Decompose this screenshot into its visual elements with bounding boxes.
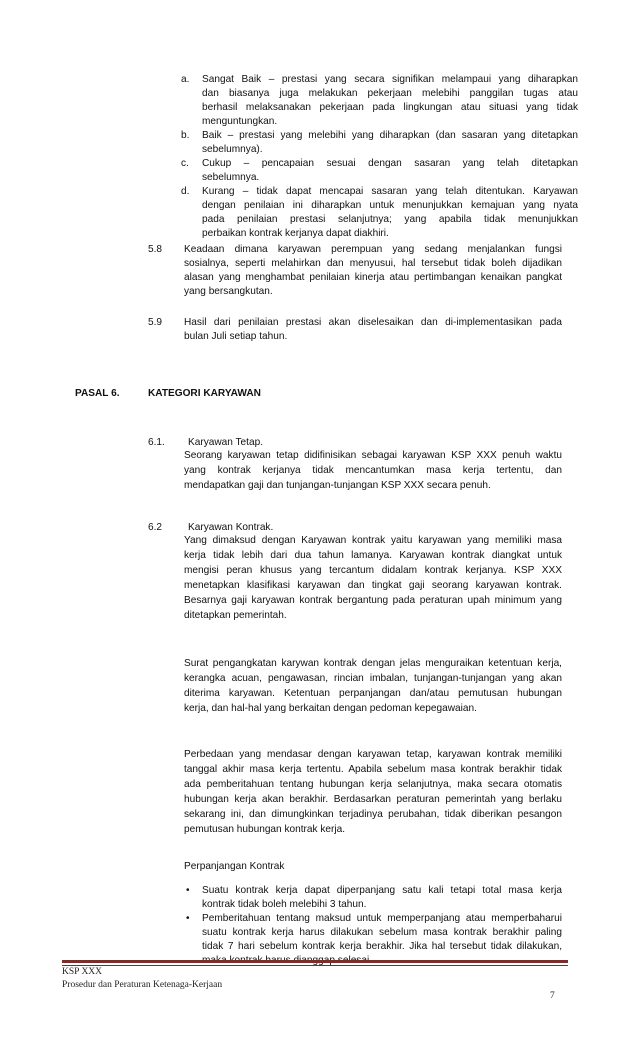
bullet-icon: •	[186, 885, 190, 896]
bullet-item-line: Pemberitahuan tentang maksud untuk memperpanjang atau memperbaharui	[202, 913, 562, 924]
list-item-b-line: Baik – prestasi yang melebihi yang diharapkan (dan sasaran yang ditetapkan	[202, 130, 578, 141]
bullet-icon: •	[186, 913, 190, 924]
list-item-c-line: Cukup – pencapaian sesuai dengan sasaran yang telah ditetapkan	[202, 158, 578, 169]
list-item-a-line: menguntungkan.	[202, 116, 278, 127]
perbedaan-paragraph-line: pemutusan hubungan kontrak kerja.	[184, 824, 346, 835]
bullet-item-line: kontrak tidak boleh melebihi 3 tahun.	[202, 899, 367, 910]
page-number: 7	[550, 991, 555, 1001]
section-5-8-line: Keadaan dimana karyawan perempuan yang sedang menjalankan fungsi	[184, 244, 562, 255]
surat-paragraph-line: kerja, dan hal-hal yang berkaitan dengan pedoman kepegawaian.	[184, 703, 477, 714]
pasal-title: KATEGORI KARYAWAN	[148, 388, 261, 399]
surat-paragraph-line: Surat pengangkatan karywan kontrak dengan jelas menguraikan ketentuan kerja,	[184, 658, 562, 669]
section-6-2-line: Besarnya gaji karyawan kontrak bergantung pada peraturan upah minimum yang	[184, 595, 562, 606]
list-item-a-line: Sangat Baik – prestasi yang secara signifikan melampaui yang diharapkan	[202, 74, 578, 85]
list-item-a-line: berhasil melaksanakan pekerjaan pada lingkungan atau situasi yang tidak	[202, 102, 578, 113]
list-item-d-line: dengan penilaian ini diharapkan untuk menunjukkan kemajuan yang nyata	[202, 200, 578, 211]
section-5-8-line: sosialnya, seperti melahirkan dan menyusui, hal tersebut tidak boleh dijadikan	[184, 258, 562, 269]
section-5-8-line: alasan yang menghambat penilaian kinerja atau pertimbangan kenaikan pangkat	[184, 272, 562, 283]
section-number-5-8: 5.8	[148, 244, 163, 255]
footer-rule-thick	[62, 960, 568, 963]
surat-paragraph-line: kerangka acuan, pengawasan, rincian imbalan, tunjangan-tunjangan yang akan	[184, 673, 562, 684]
section-6-1-line: yang kontrak kerjanya tidak mencantumkan masa kerja tertentu, dan	[184, 465, 562, 476]
list-item-d-line: perbaikan kontrak kerjanya dapat diakhiri.	[202, 228, 389, 239]
section-6-2-line: mengisi peran khusus yang tercantum didalam kontrak kerjanya. KSP XXX	[184, 565, 562, 576]
bullet-item-line: Suatu kontrak kerja dapat diperpanjang satu kali tetapi total masa kerja	[202, 885, 562, 896]
section-number-6-1: 6.1.	[148, 437, 165, 448]
perbedaan-paragraph-line: tanggal akhir masa kerja tertentu. Apabila sebelum masa kontrak berakhir tidak	[184, 764, 562, 775]
list-item-d-line: pada penilaian prestasi selanjutnya; yang apabila tidak menunjukkan	[202, 214, 578, 225]
section-6-1-heading: Karyawan Tetap.	[188, 437, 264, 448]
section-5-9-line: Hasil dari penilaian prestasi akan diselesaikan dan di-implementasikan pada	[184, 317, 562, 328]
section-6-2-line: menetapkan klasifikasi karyawan dan tingkat gaji seorang karyawan kontrak.	[184, 580, 562, 591]
list-item-a-line: dan biasanya juga melakukan pekerjaan melebihi panggilan tugas atau	[202, 88, 578, 99]
section-6-2-heading: Karyawan Kontrak.	[188, 522, 274, 533]
bullet-item-line: tidak 7 hari sebelum kontrak kerja berakhir. Jika hal tersebut tidak dilakukan,	[202, 941, 562, 952]
section-5-8-line: yang bersangkutan.	[184, 286, 273, 297]
section-number-6-2: 6.2	[148, 522, 163, 533]
surat-paragraph-line: diterima karyawan. Ketentuan perpanjangan dan/atau pemutusan hubungan	[184, 688, 562, 699]
section-6-1-line: mendapatkan gaji dan tunjangan-tunjangan KSP XXX secara penuh.	[184, 480, 491, 491]
footer-org: KSP XXX	[62, 967, 103, 977]
section-6-2-line: Yang dimaksud dengan Karyawan kontrak yaitu karyawan yang memiliki masa	[184, 535, 562, 546]
list-marker-a: a.	[181, 74, 190, 85]
perpanjangan-heading: Perpanjangan Kontrak	[184, 861, 285, 872]
section-5-9-line: bulan Juli setiap tahun.	[184, 331, 288, 342]
list-item-b-line: sebelumnya).	[202, 144, 263, 155]
perbedaan-paragraph-line: sekarang ini, dan dimungkinkan terjadinya perubahan, tidak diberikan pesangon	[184, 809, 562, 820]
section-6-1-line: Seorang karyawan tetap didifinisikan sebagai karyawan KSP XXX penuh waktu	[184, 450, 562, 461]
footer-doc-title: Prosedur dan Peraturan Ketenaga-Kerjaan	[62, 980, 223, 990]
section-6-2-line: kerja tidak lebih dari dua tahun lamanya. Karyawan kontrak diangkat untuk	[184, 550, 562, 561]
section-number-5-9: 5.9	[148, 317, 163, 328]
bullet-item-line: suatu kontrak kerja harus dilakukan sebelum masa kontrak berakhir paling	[202, 927, 562, 938]
footer-rule-thin	[62, 965, 568, 966]
list-item-c-line: sebelumnya.	[202, 172, 260, 183]
perbedaan-paragraph-line: ada pemberitahuan tentang hubungan kerja selanjutnya, maka secara otomatis	[184, 779, 562, 790]
perbedaan-paragraph-line: Perbedaan yang mendasar dengan karyawan tetap, karyawan kontrak memiliki	[184, 749, 562, 760]
list-marker-c: c.	[181, 158, 189, 169]
section-6-2-line: ditetapkan pemerintah.	[184, 610, 287, 621]
list-marker-b: b.	[181, 130, 190, 141]
pasal-label: PASAL 6.	[75, 388, 120, 399]
list-marker-d: d.	[181, 186, 190, 197]
perbedaan-paragraph-line: hubungan kerja akan berakhir. Berdasarkan peraturan pemerintah yang berlaku	[184, 794, 562, 805]
list-item-d-line: Kurang – tidak dapat mencapai sasaran yang telah ditentukan. Karyawan	[202, 186, 578, 197]
